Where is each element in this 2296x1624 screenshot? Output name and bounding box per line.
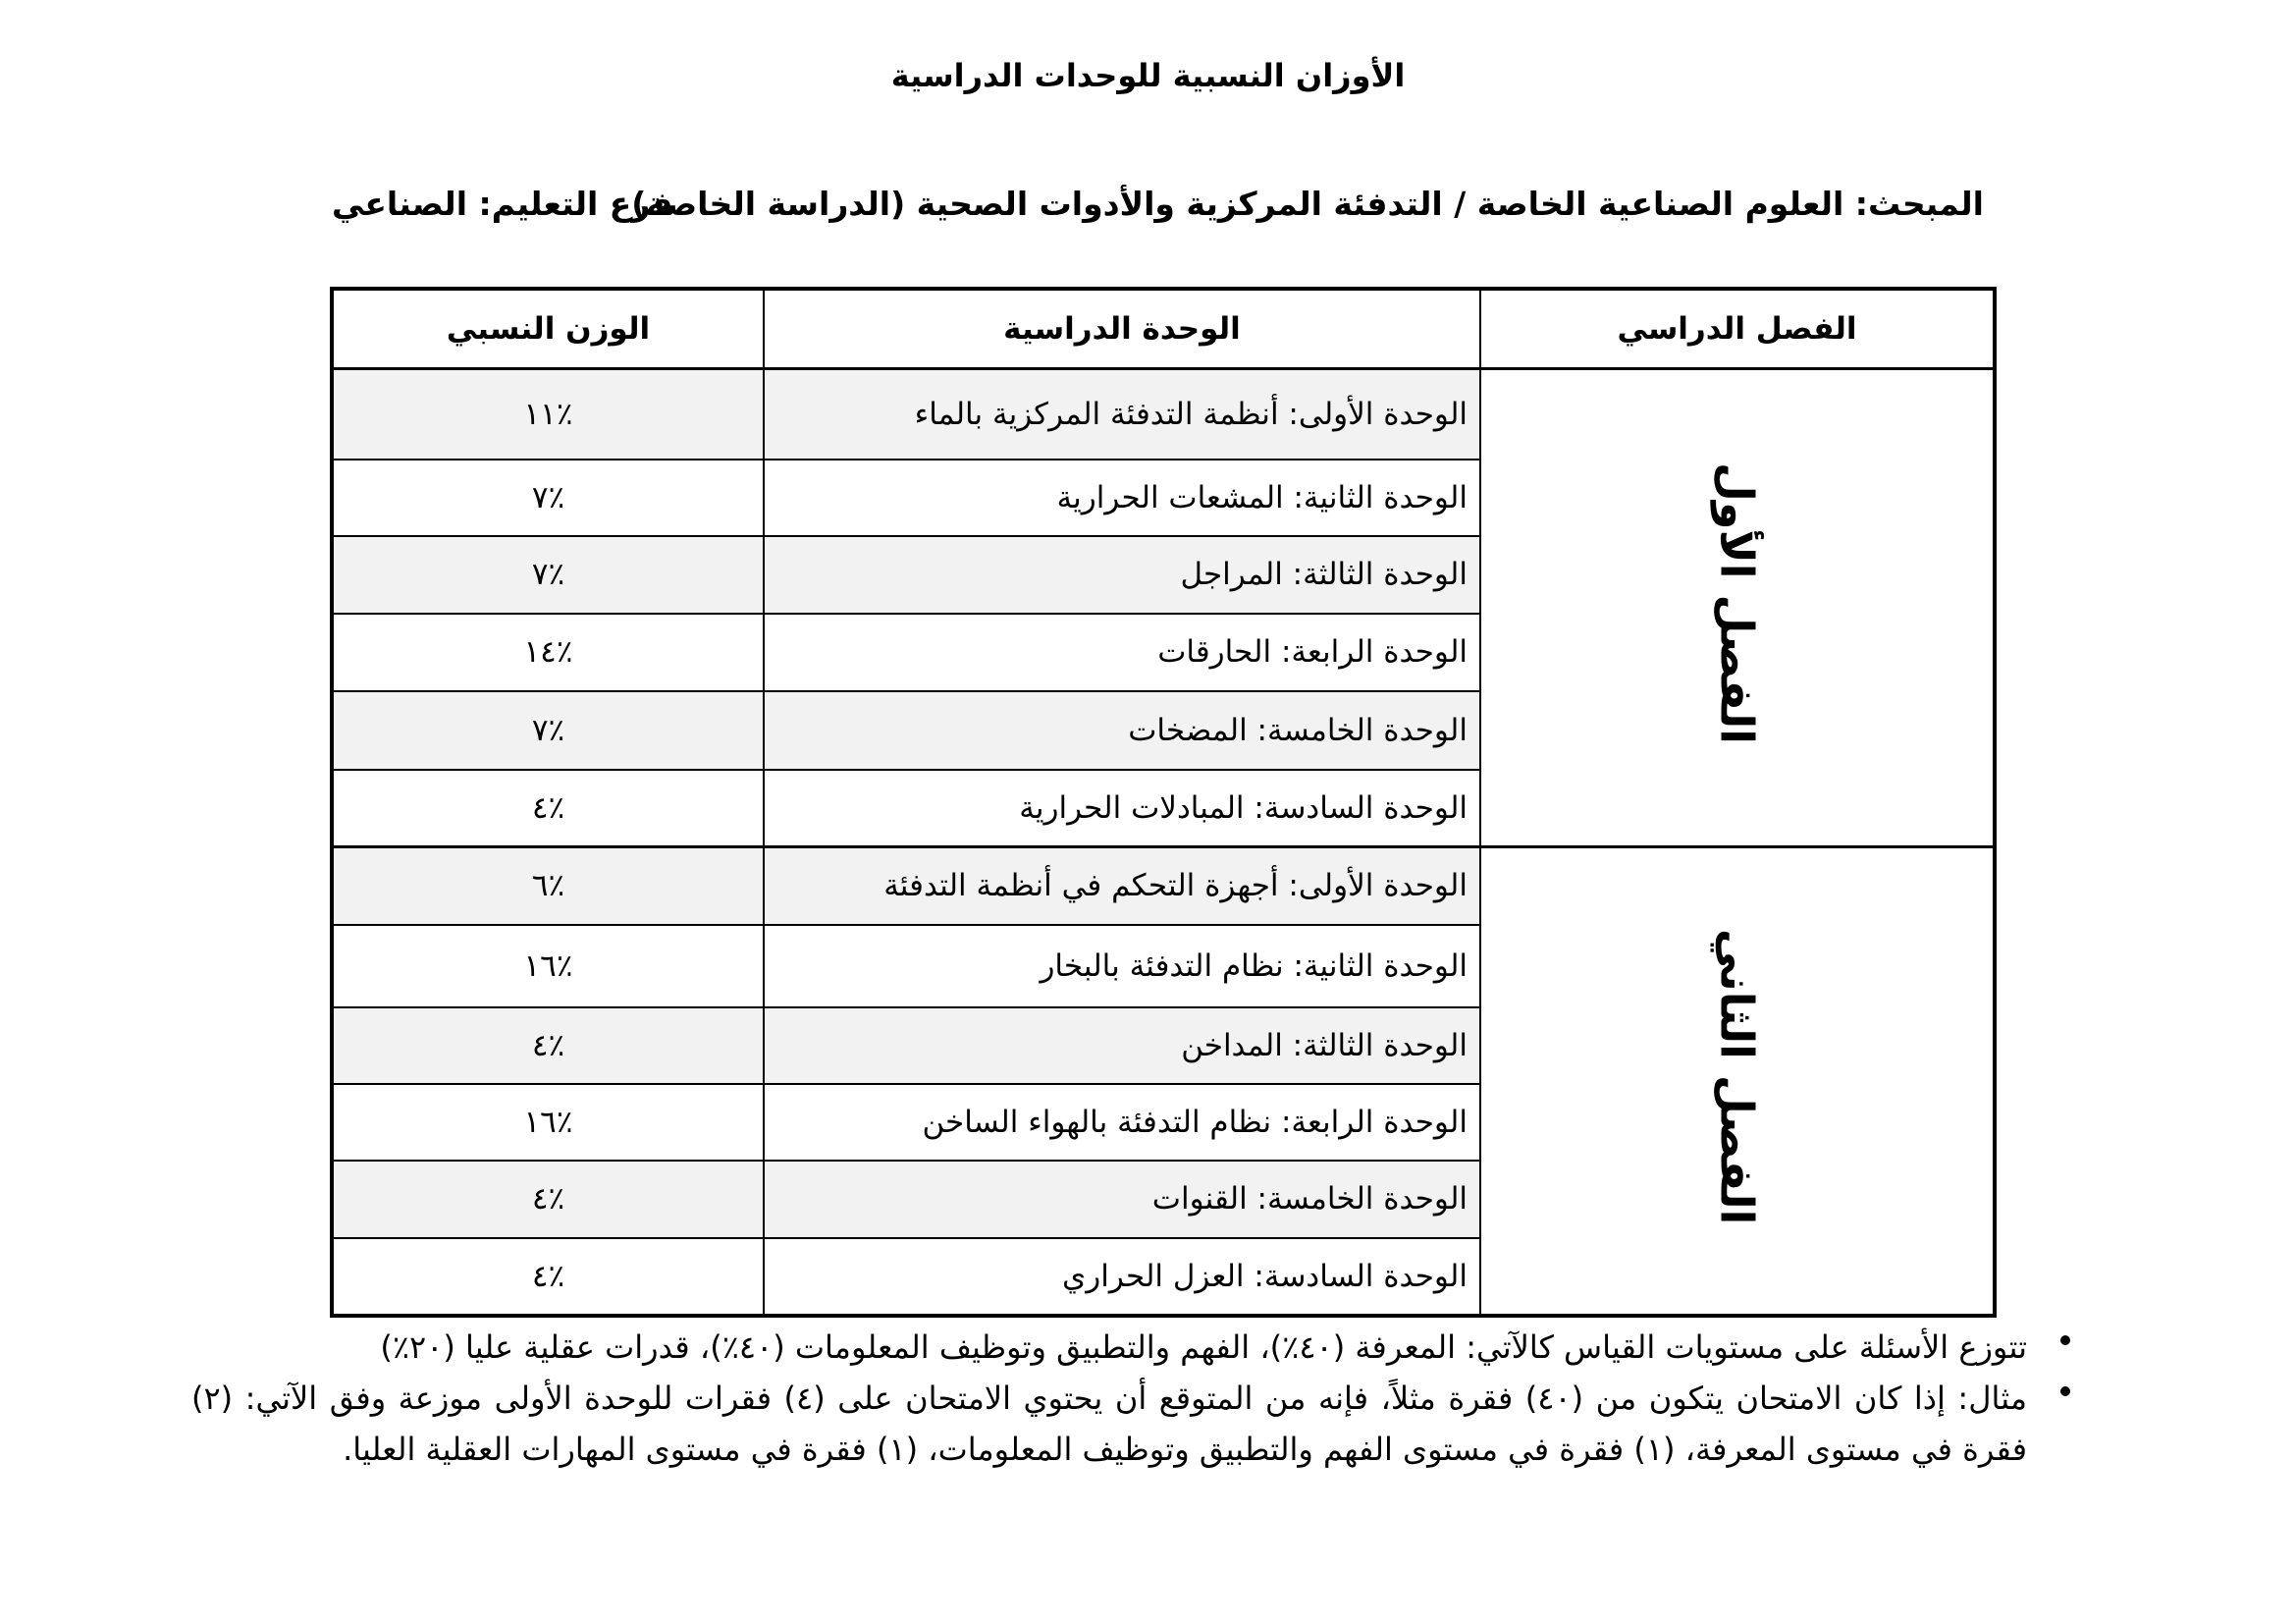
weight-cell: ٪٤ xyxy=(332,1161,764,1238)
unit-cell: الوحدة الخامسة: القنوات xyxy=(764,1161,1480,1238)
note-item xyxy=(191,1373,2062,1475)
semester-cell xyxy=(1480,847,1995,1316)
bullet-icon xyxy=(2060,1335,2070,1345)
weight-cell: ٪٦ xyxy=(332,847,764,925)
unit-cell: الوحدة الخامسة: المضخات xyxy=(764,691,1480,770)
page-title: الأوزان النسبية للوحدات الدراسية xyxy=(890,57,1406,94)
weight-cell: ٪١٦ xyxy=(332,925,764,1007)
unit-cell: الوحدة الثالثة: المراجل xyxy=(764,536,1480,614)
unit-cell: الوحدة الثانية: المشعات الحرارية xyxy=(764,460,1480,536)
notes-list xyxy=(191,1322,2062,1475)
relative-weights-table xyxy=(330,287,1997,1318)
table-row xyxy=(332,369,1995,460)
weight-cell: ٪٧ xyxy=(332,536,764,614)
unit-cell: الوحدة الأولى: أجهزة التحكم في أنظمة التدفئة xyxy=(764,847,1480,925)
unit-cell: الوحدة الرابعة: الحارقات xyxy=(764,614,1480,691)
header-weight: الوزن النسبي xyxy=(332,289,764,369)
weight-cell: ٪٧ xyxy=(332,460,764,536)
weight-cell: ٪١١ xyxy=(332,369,764,460)
weight-cell: ٪٤ xyxy=(332,1238,764,1316)
unit-cell: الوحدة الثالثة: المداخن xyxy=(764,1007,1480,1084)
bullet-icon xyxy=(2060,1386,2070,1396)
semester-label: الفصل الثاني xyxy=(1710,929,1764,1225)
unit-cell: الوحدة الرابعة: نظام التدفئة بالهواء الساخن xyxy=(764,1084,1480,1161)
header-semester: الفصل الدراسي xyxy=(1480,289,1995,369)
table-header-row xyxy=(332,289,1995,369)
unit-cell: الوحدة السادسة: المبادلات الحرارية xyxy=(764,770,1480,847)
branch-line: فرع التعليم: الصناعي xyxy=(332,185,673,223)
semester-cell xyxy=(1480,369,1995,847)
note-text: مثال: إذا كان الامتحان يتكون من (٤٠) فقرة مثلاً، فإنه من المتوقع أن يحتوي الامتحان على (٤) فقرات للوحدة الأولى موزعة وفق الآتي: (٢) فقرة في مستوى المعرفة، (١) فقرة في مستوى الفهم والتطبيق وتوظيف المعلومات، (١) فقرة في مستوى المهارات العقلية العليا. xyxy=(191,1380,2028,1468)
note-text: تتوزع الأسئلة على مستويات القياس كالآتي: المعرفة (٤٠٪)، الفهم والتطبيق وتوظيف المعلومات (٤٠٪)، قدرات عقلية عليا (٢٠٪) xyxy=(380,1328,2027,1366)
note-item xyxy=(191,1322,2062,1373)
header-unit: الوحدة الدراسية xyxy=(764,289,1480,369)
weight-cell: ٪١٤ xyxy=(332,614,764,691)
weight-cell: ٪١٦ xyxy=(332,1084,764,1161)
weight-cell: ٪٧ xyxy=(332,691,764,770)
unit-cell: الوحدة الثانية: نظام التدفئة بالبخار xyxy=(764,925,1480,1007)
table-row xyxy=(332,847,1995,925)
unit-cell: الوحدة الأولى: أنظمة التدفئة المركزية بالماء xyxy=(764,369,1480,460)
semester-label: الفصل الأول xyxy=(1710,462,1764,745)
unit-cell: الوحدة السادسة: العزل الحراري xyxy=(764,1238,1480,1316)
weight-cell: ٪٤ xyxy=(332,1007,764,1084)
weight-cell: ٪٤ xyxy=(332,770,764,847)
subject-line: المبحث: العلوم الصناعية الخاصة / التدفئة المركزية والأدوات الصحية (الدراسة الخاصة) xyxy=(631,185,1984,223)
